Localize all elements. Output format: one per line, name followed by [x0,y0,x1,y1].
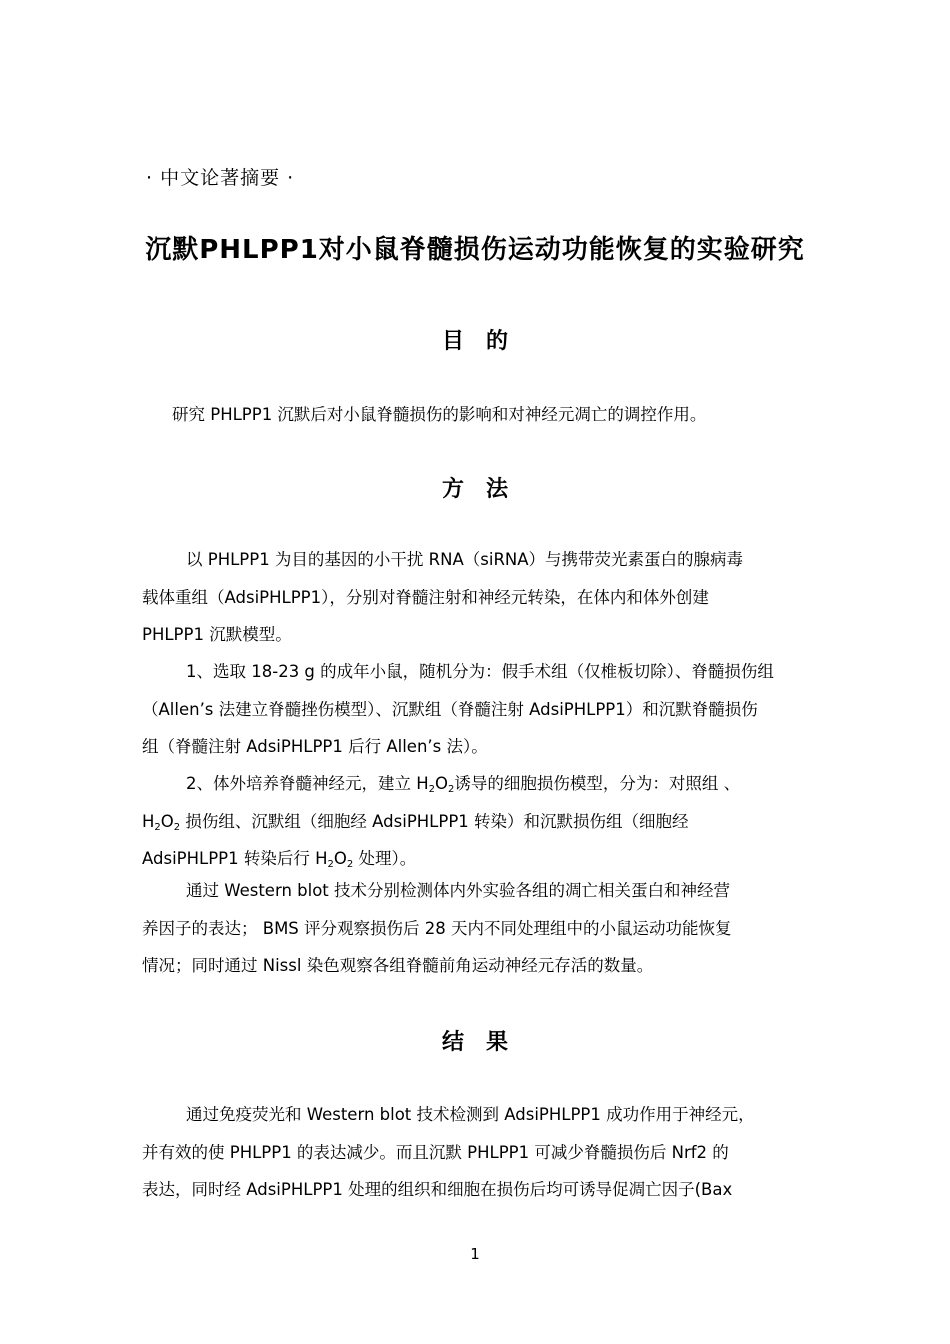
method-paragraph-2 [142,653,814,766]
method-p3-line-2: $H_2O_2$ 损伤组、沉默组（细胞经 AdsiPHLPP1 转染）和沉默损伤组（细胞经 [142,811,689,833]
method-p2-line-1: 1、选取 18-23 g 的成年小鼠，随机分为：假手术组（仅椎板切除）、脊髓损伤组 [186,662,774,681]
section-heading-purpose: 目的 [441,329,530,354]
page-number: 1 [470,1245,480,1263]
method-p1-line-3: PHLPP1 沉默模型。 [142,625,292,644]
result-p1-line-3: 表达，同时经 AdsiPHLPP1 处理的组织和细胞在损伤后均可诱导促凋亡因子(Bax [142,1180,733,1199]
method-p2-line-2: （Allen’s 法建立脊髓挫伤模型）、沉默组（脊髓注射 AdsiPHLPP1）和沉默脊髓损伤 [142,699,758,719]
abstract-type-label: · 中文论著摘要 · [146,167,295,189]
section-heading-method: 方法 [441,477,530,502]
result-p1-line-2: 并有效的使 PHLPP1 的表达减少。而且沉默 PHLPP1 可减少脊髓损伤后 Nrf2 的 [142,1142,729,1162]
method-p3-line-1: 2、体外培养脊髓神经元，建立 $H_2O_2$诱导的细胞损伤模型，分为：对照组 、 [186,774,741,795]
method-p4-line-2: 养因子的表达； BMS 评分观察损伤后 28 天内不同处理组中的小鼠运动功能恢复 [142,918,732,938]
method-paragraph-3 [142,765,814,878]
paper-title: 沉默PHLPP1对小鼠脊髓损伤运动功能恢复的实验研究 [145,235,805,265]
method-p1-line-2: 载体重组（AdsiPHLPP1），分别对脊髓注射和神经元转染，在体内和体外创建 [142,587,709,607]
purpose-paragraph: 研究 PHLPP1 沉默后对小鼠脊髓损伤的影响和对神经元凋亡的调控作用。 [172,405,707,424]
method-p3-line-3: AdsiPHLPP1 转染后行 $H_2O_2$ 处理）。 [142,849,417,870]
method-p2-line-3: 组（脊髓注射 AdsiPHLPP1 后行 Allen’s 法）。 [142,737,488,756]
method-p1-line-1: 以 PHLPP1 为目的基因的小干扰 RNA（siRNA）与携带荧光素蛋白的腺病毒 [186,550,744,569]
method-paragraph-1 [142,541,814,654]
method-paragraph-4 [142,872,814,985]
result-paragraph-1 [142,1096,814,1209]
method-p4-line-1: 通过 Western blot 技术分别检测体内外实验各组的凋亡相关蛋白和神经营 [186,881,731,900]
result-p1-line-1: 通过免疫荧光和 Western blot 技术检测到 AdsiPHLPP1 成功作用于神经元， [186,1105,755,1124]
section-heading-result: 结果 [441,1030,530,1055]
method-p4-line-3: 情况；同时通过 Nissl 染色观察各组脊髓前角运动神经元存活的数量。 [142,956,654,975]
